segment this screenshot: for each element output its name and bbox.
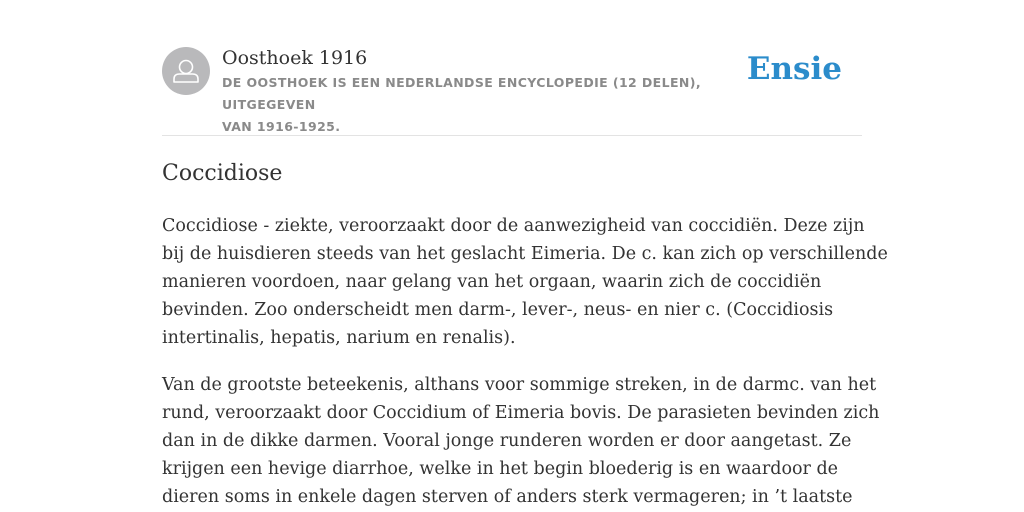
avatar[interactable]	[162, 47, 210, 95]
text-line: dieren soms in enkele dagen sterven of anders sterk vermageren; in ’t laatste	[162, 487, 853, 507]
text-line: rund, veroorzaakt door Coccidium of Eimeria bovis. De parasieten bevinden zich	[162, 403, 880, 423]
divider	[162, 135, 862, 136]
text-line: dan in de dikke darmen. Vooral jonge runderen worden er door aangetast. Ze	[162, 431, 852, 451]
text-line: Van de grootste beteekenis, althans voor sommige streken, in de darmc. van het	[162, 375, 877, 395]
text-line: krijgen een hevige diarrhoe, welke in het begin bloederig is en waardoor de	[162, 459, 838, 479]
source-description-line: VAN 1916-1925.	[222, 119, 341, 134]
source-description-line: DE OOSTHOEK IS EEN NEDERLANDSE ENCYCLOPEDIE (12 DELEN), UITGEGEVEN	[222, 75, 702, 112]
ensie-logo[interactable]: Ensie	[746, 51, 842, 87]
text-line: intertinalis, hepatis, narium en renalis).	[162, 328, 516, 348]
source-title[interactable]: Oosthoek 1916	[222, 47, 368, 69]
article-title: Coccidiose	[162, 161, 283, 186]
source-description	[222, 72, 762, 138]
text-line: bij de huisdieren steeds van het geslacht Eimeria. De c. kan zich op verschillende	[162, 244, 888, 264]
text-line: bevinden. Zoo onderscheidt men darm-, lever-, neus- en nier c. (Coccidiosis	[162, 300, 834, 320]
text-line: manieren voordoen, naar gelang van het orgaan, waarin zich de coccidiën	[162, 272, 822, 292]
source-header	[162, 46, 862, 134]
user-icon	[162, 47, 210, 95]
article-paragraph	[162, 212, 888, 352]
article	[162, 156, 888, 511]
article-paragraph	[162, 371, 880, 511]
text-line: Coccidiose - ziekte, veroorzaakt door de aanwezigheid van coccidiën. Deze zijn	[162, 216, 865, 236]
